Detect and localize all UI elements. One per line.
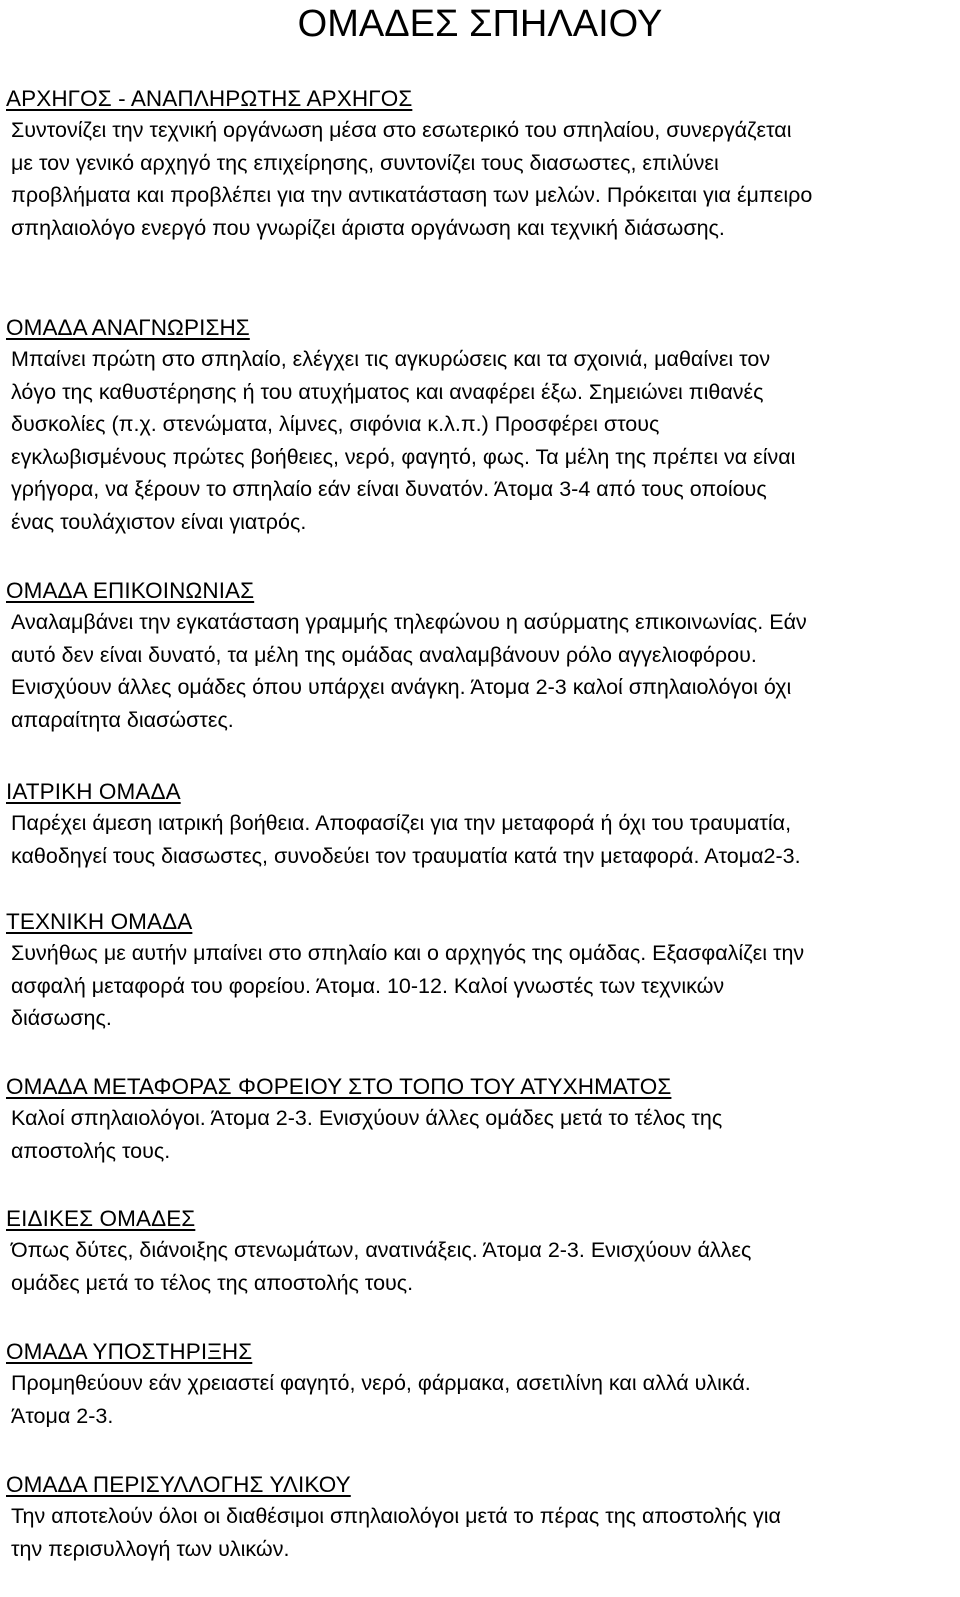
section-body — [6, 343, 951, 538]
section-medical-team — [6, 777, 951, 872]
section-body — [6, 807, 951, 872]
text-line: σπηλαιολόγο ενεργό που γνωρίζει άριστα οργάνωση και τεχνική διάσωσης. — [11, 215, 725, 240]
section-equipment-collection-team — [6, 1470, 951, 1565]
section-heading: ΑΡΧΗΓΟΣ - ΑΝΑΠΛΗΡΩΤΗΣ ΑΡΧΗΓΟΣ — [6, 86, 413, 111]
section-communication-team — [6, 576, 951, 736]
section-body — [6, 937, 951, 1035]
text-line: Την αποτελούν όλοι οι διαθέσιμοι σπηλαιολόγοι μετά το πέρας της αποστολής για — [11, 1504, 781, 1528]
text-line: απαραίτητα διασώστες. — [11, 707, 234, 732]
section-body — [6, 1234, 951, 1299]
section-heading: ΟΜΑΔΑ ΥΠΟΣΤΗΡΙΞΗΣ — [6, 1339, 253, 1364]
text-line: την περισυλλογή των υλικών. — [11, 1536, 290, 1561]
section-heading: ΤΕΧΝΙΚΗ ΟΜΑΔΑ — [6, 909, 193, 934]
section-heading: ΙΑΤΡΙΚΗ ΟΜΑΔΑ — [6, 779, 181, 804]
section-body — [6, 606, 951, 736]
text-line: Ενισχύουν άλλες ομάδες όπου υπάρχει ανάγκη. Άτομα 2-3 καλοί σπηλαιολόγοι όχι — [11, 675, 792, 699]
text-line: Μπαίνει πρώτη στο σπηλαίο, ελέγχει τις αγκυρώσεις και τα σχοινιά, μαθαίνει τον — [11, 347, 771, 371]
text-line: Όπως δύτες, διάνοιξης στενωμάτων, ανατινάξεις. Άτομα 2-3. Ενισχύουν άλλες — [11, 1238, 752, 1262]
section-technical-team — [6, 907, 951, 1035]
section-stretcher-transport-team — [6, 1072, 951, 1167]
page-title: ΟΜΑΔΕΣ ΣΠΗΛΑΙΟΥ — [297, 3, 663, 45]
text-line: καθοδηγεί τους διασωστες, συνοδεύει τον τραυματία κατά την μεταφορά. Ατομα2-3. — [11, 843, 801, 868]
section-heading: ΕΙΔΙΚΕΣ ΟΜΑΔΕΣ — [6, 1206, 196, 1231]
section-body — [6, 1500, 951, 1565]
text-line: Προμηθεύουν εάν χρειαστεί φαγητό, νερό, φάρμακα, ασετιλίνη και αλλά υλικά. — [11, 1371, 751, 1395]
text-line: Παρέχει άμεση ιατρική βοήθεια. Αποφασίζει για την μεταφορά ή όχι του τραυματία, — [11, 811, 792, 835]
text-line: Άτομα 2-3. — [11, 1403, 114, 1428]
text-line: διάσωσης. — [11, 1006, 112, 1030]
section-support-team — [6, 1337, 951, 1432]
text-line: Συντονίζει την τεχνική οργάνωση μέσα στο εσωτερικό του σπηλαίου, συνεργάζεται — [11, 118, 792, 142]
text-line: ασφαλή μεταφορά του φορείου. Άτομα. 10-12. Καλοί γνωστές των τεχνικών — [11, 973, 725, 998]
text-line: ομάδες μετά το τέλος της αποστολής τους. — [11, 1270, 414, 1295]
text-line: δυσκολίες (π.χ. στενώματα, λίμνες, σιφόνια κ.λ.π.) Προσφέρει στους — [11, 412, 660, 436]
section-heading: ΟΜΑΔΑ ΕΠΙΚΟΙΝΩΝΙΑΣ — [6, 578, 255, 603]
section-recognition-team — [6, 313, 951, 538]
section-body — [6, 114, 951, 244]
section-special-teams — [6, 1204, 951, 1299]
text-line: εγκλωβισμένους πρώτες βοήθειες, νερό, φαγητό, φως. Τα μέλη της πρέπει να είναι — [11, 444, 796, 469]
section-body — [6, 1102, 951, 1167]
text-line: αυτό δεν είναι δυνατό, τα μέλη της ομάδας αναλαμβάνουν ρόλο αγγελιοφόρου. — [11, 642, 757, 667]
text-line: με τον γενικό αρχηγό της επιχείρησης, συντονίζει τους διασωστες, επιλύνει — [11, 150, 719, 175]
text-line: ένας τουλάχιστον είναι γιατρός. — [11, 509, 307, 534]
text-line: προβλήματα και προβλέπει για την αντικατάσταση των μελών. Πρόκειται για έμπειρο — [11, 183, 813, 207]
section-body — [6, 1367, 951, 1432]
text-line: Αναλαμβάνει την εγκατάσταση γραμμής τηλεφώνου η ασύρματης επικοινωνίας. Εάν — [11, 610, 807, 634]
text-line: Συνήθως με αυτήν μπαίνει στο σπηλαίο και ο αρχηγός της ομάδας. Εξασφαλίζει την — [11, 941, 805, 965]
section-heading: ΟΜΑΔΑ ΑΝΑΓΝΩΡΙΣΗΣ — [6, 315, 250, 340]
section-leader — [6, 84, 951, 244]
section-heading: ΟΜΑΔΑ ΠΕΡΙΣΥΛΛΟΓΗΣ ΥΛΙΚΟΥ — [6, 1472, 351, 1497]
text-line: λόγο της καθυστέρησης ή του ατυχήματος και αναφέρει έξω. Σημειώνει πιθανές — [11, 379, 764, 404]
section-heading: ΟΜΑΔΑ ΜΕΤΑΦΟΡΑΣ ΦΟΡΕΙΟΥ ΣΤΟ ΤΟΠΟ ΤΟΥ ΑΤΥΧΗΜΑΤΟΣ — [6, 1074, 672, 1099]
text-line: αποστολής τους. — [11, 1138, 171, 1163]
text-line: γρήγορα, να ξέρουν το σπηλαίο εάν είναι δυνατόν. Άτομα 3-4 από τους οποίους — [11, 477, 767, 501]
text-line: Καλοί σπηλαιολόγοι. Άτομα 2-3. Ενισχύουν άλλες ομάδες μετά το τέλος της — [11, 1106, 723, 1130]
